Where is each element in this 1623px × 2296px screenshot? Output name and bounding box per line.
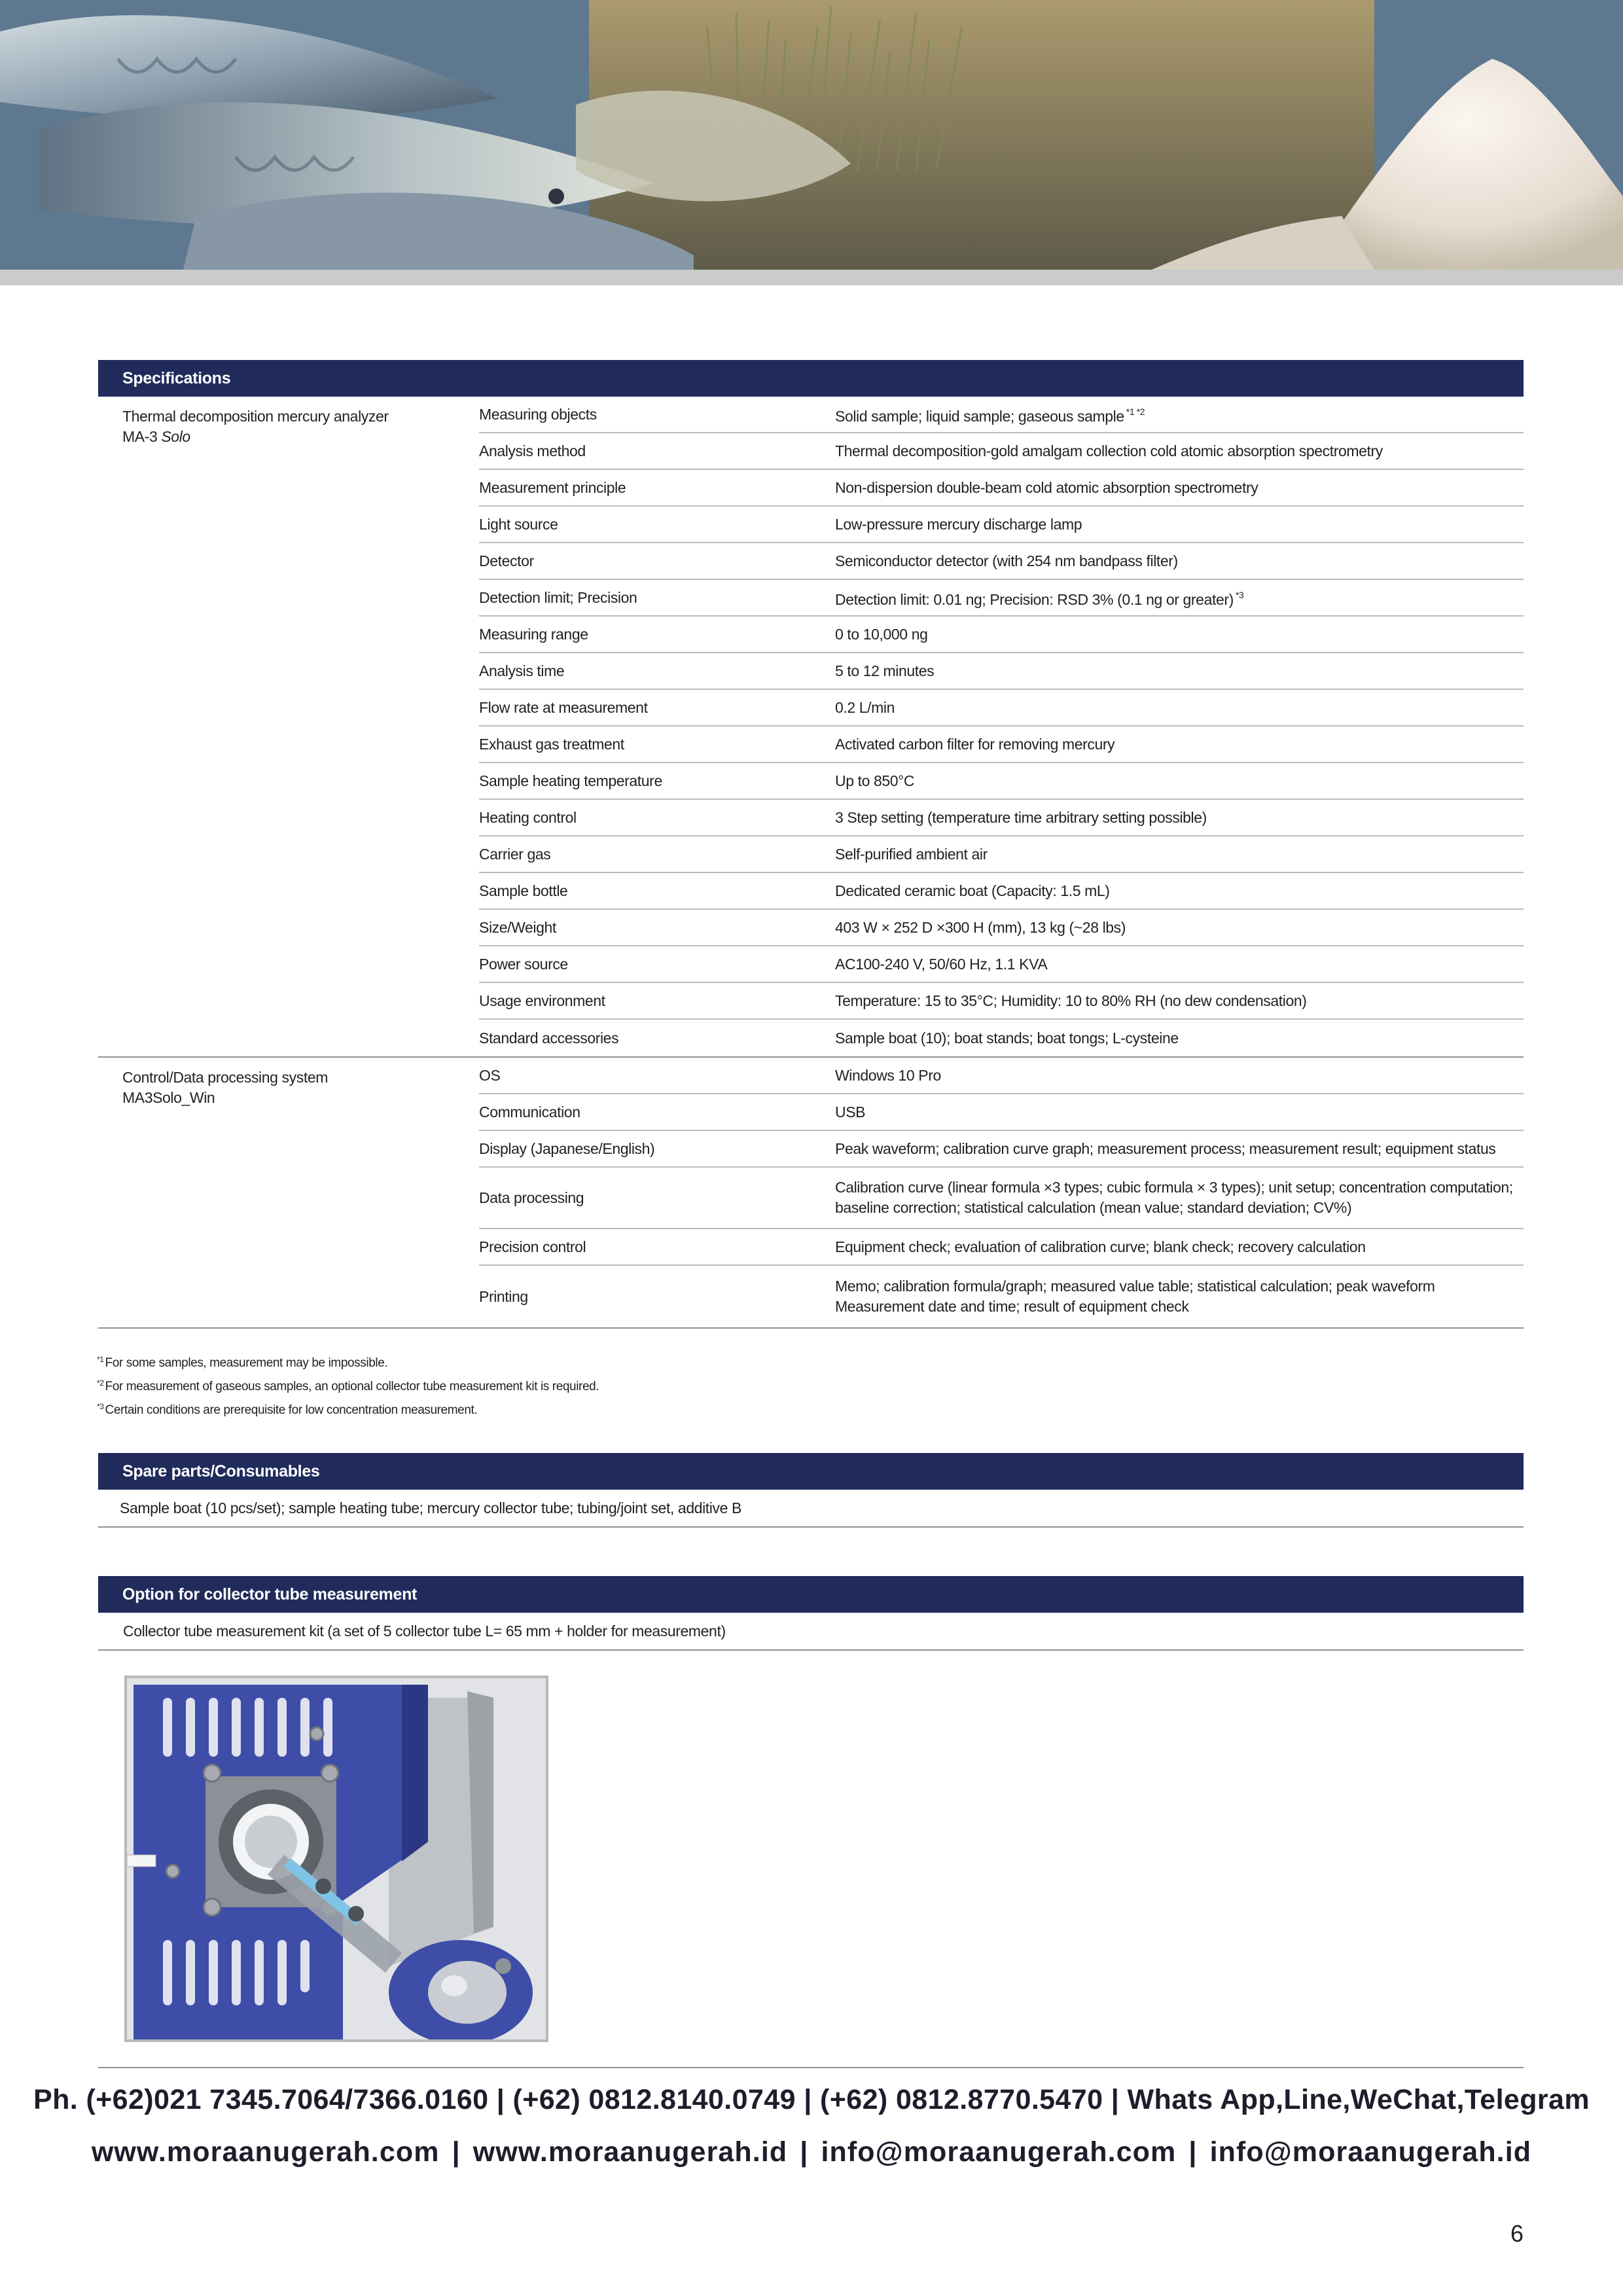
row-value: 0.2 L/min — [835, 698, 895, 716]
row-key: Power source — [479, 955, 568, 973]
footnote-mark: *1 — [97, 1355, 104, 1364]
fish-reed-powder-photo — [0, 0, 1623, 270]
footnote — [97, 1397, 599, 1420]
collector-option-body: Collector tube measurement kit (a set of 5 collector tube L= 65 mm + holder for measurement) — [98, 1613, 1524, 1651]
table-row — [479, 580, 1524, 617]
table-row — [479, 946, 1524, 983]
table-row — [479, 617, 1524, 653]
spare-parts-body: Sample boat (10 pcs/set); sample heating tube; mercury collector tube; tubing/joint set, additive B — [98, 1490, 1524, 1528]
row-value-line2: baseline correction; statistical calculation (mean value; standard deviation; CV%) — [835, 1199, 1352, 1216]
spec-group-software — [98, 1058, 1524, 1329]
row-key: Analysis method — [479, 442, 586, 459]
row-value: USB — [835, 1103, 866, 1121]
row-value: Up to 850°C — [835, 772, 915, 789]
row-value: Peak waveform; calibration curve graph; measurement process; measurement result; equipment status — [835, 1139, 1496, 1157]
row-value: Dedicated ceramic boat (Capacity: 1.5 mL) — [835, 882, 1110, 899]
spec-group-label — [122, 406, 450, 447]
table-row — [479, 653, 1524, 690]
row-key: Data processing — [479, 1189, 584, 1206]
table-row — [479, 1229, 1524, 1266]
row-value: Solid sample; liquid sample; gaseous sample — [835, 408, 1124, 425]
page-number: 6 — [1510, 2220, 1524, 2247]
row-value: Equipment check; evaluation of calibration curve; blank check; recovery calculation — [835, 1238, 1366, 1255]
footnote-mark: *3 — [97, 1402, 104, 1411]
table-row — [479, 470, 1524, 507]
row-key: Carrier gas — [479, 845, 551, 863]
row-value: Windows 10 Pro — [835, 1066, 941, 1084]
row-value: Non-dispersion double-beam cold atomic absorption spectrometry — [835, 478, 1258, 496]
row-value: 5 to 12 minutes — [835, 662, 935, 679]
spec-group-label — [122, 1067, 450, 1108]
row-key: OS — [479, 1066, 501, 1084]
row-key: Measuring range — [479, 625, 588, 643]
row-key: Printing — [479, 1287, 528, 1305]
footnote-ref: *3 — [1235, 590, 1244, 600]
group-label-line1: Thermal decomposition mercury analyzer — [122, 408, 389, 425]
specifications-header: Specifications — [98, 360, 1524, 397]
footnote-text: For measurement of gaseous samples, an optional collector tube measurement kit is required. — [105, 1380, 599, 1393]
row-key: Analysis time — [479, 662, 565, 679]
contact-web-line: www.moraanugerah.com | www.moraanugerah.id | info@moraanugerah.com | info@moraanugerah.id — [91, 2136, 1532, 2168]
table-row — [479, 1020, 1524, 1056]
table-row — [479, 543, 1524, 580]
row-key: Sample bottle — [479, 882, 568, 899]
row-key: Detection limit; Precision — [479, 588, 637, 606]
table-row — [479, 726, 1524, 763]
table-row — [479, 763, 1524, 800]
row-value: Semiconductor detector (with 254 nm bandpass filter) — [835, 552, 1178, 569]
collector-tube-photo — [124, 1676, 548, 2042]
table-row — [479, 507, 1524, 543]
table-row — [479, 1058, 1524, 1094]
footnote-ref: *1 *2 — [1126, 406, 1145, 417]
table-row — [479, 1094, 1524, 1131]
collector-option-header: Option for collector tube measurement — [98, 1576, 1524, 1613]
row-key: Display (Japanese/English) — [479, 1139, 655, 1157]
row-key: Measuring objects — [479, 405, 597, 423]
row-key: Standard accessories — [479, 1029, 619, 1047]
group-label-model: MA3Solo_Win — [122, 1089, 215, 1106]
row-key: Heating control — [479, 808, 577, 826]
row-value: Calibration curve (linear formula ×3 types; cubic formula × 3 types); unit setup; concentration computation; — [835, 1179, 1513, 1196]
footnote-text: For some samples, measurement may be impossible. — [105, 1356, 388, 1370]
row-value: 0 to 10,000 ng — [835, 625, 928, 643]
row-key: Measurement principle — [479, 478, 626, 496]
row-key: Detector — [479, 552, 534, 569]
table-row — [479, 1266, 1524, 1327]
table-row — [479, 433, 1524, 470]
row-key: Precision control — [479, 1238, 586, 1255]
spec-group-analyzer — [98, 397, 1524, 1058]
row-value: 403 W × 252 D ×300 H (mm), 13 kg (~28 lbs) — [835, 918, 1126, 936]
row-value: 3 Step setting (temperature time arbitrary setting possible) — [835, 808, 1207, 826]
group-label-model: MA-3 — [122, 428, 162, 445]
table-row — [479, 910, 1524, 946]
row-value: AC100-240 V, 50/60 Hz, 1.1 KVA — [835, 955, 1048, 973]
row-value: Self-purified ambient air — [835, 845, 988, 863]
group-label-model-italic: Solo — [161, 428, 190, 445]
row-value: Detection limit: 0.01 ng; Precision: RSD 3% (0.1 ng or greater) — [835, 591, 1234, 608]
row-value: Activated carbon filter for removing mercury — [835, 735, 1115, 753]
spare-parts-header: Spare parts/Consumables — [98, 1453, 1524, 1490]
row-key: Sample heating temperature — [479, 772, 662, 789]
row-value: Sample boat (10); boat stands; boat tongs; L-cysteine — [835, 1029, 1179, 1047]
row-value: Thermal decomposition-gold amalgam collection cold atomic absorption spectrometry — [835, 442, 1383, 459]
footer-divider — [98, 2067, 1524, 2068]
table-row — [479, 800, 1524, 836]
contact-phone-line: Ph. (+62)021 7345.7064/7366.0160 | (+62) 0812.8140.0749 | (+62) 0812.8770.5470 | Whats App,Line,WeChat,Telegram — [33, 2084, 1590, 2115]
row-value: Low-pressure mercury discharge lamp — [835, 515, 1082, 533]
row-value: Temperature: 15 to 35°C; Humidity: 10 to 80% RH (no dew condensation) — [835, 992, 1307, 1009]
row-key: Flow rate at measurement — [479, 698, 648, 716]
row-value: Memo; calibration formula/graph; measured value table; statistical calculation; peak waveform — [835, 1278, 1435, 1295]
table-row — [479, 983, 1524, 1020]
row-key: Light source — [479, 515, 558, 533]
table-row — [479, 1168, 1524, 1229]
footnotes — [97, 1350, 599, 1420]
specifications-table — [98, 397, 1524, 1329]
row-key: Exhaust gas treatment — [479, 735, 624, 753]
footnote-text: Certain conditions are prerequisite for low concentration measurement. — [105, 1403, 478, 1417]
table-row — [479, 1131, 1524, 1168]
table-row — [479, 836, 1524, 873]
group-label-line1: Control/Data processing system — [122, 1069, 328, 1086]
collector-tube-holder-illustration — [127, 1678, 546, 2039]
row-key: Usage environment — [479, 992, 605, 1009]
footnote-mark: *2 — [97, 1378, 104, 1388]
table-row — [479, 397, 1524, 433]
table-row — [479, 873, 1524, 910]
row-key: Communication — [479, 1103, 580, 1121]
footnote — [97, 1350, 599, 1373]
header-banner-photo — [0, 0, 1623, 270]
row-key: Size/Weight — [479, 918, 556, 936]
row-value-line2: Measurement date and time; result of equipment check — [835, 1298, 1189, 1315]
table-row — [479, 690, 1524, 726]
footnote — [97, 1373, 599, 1397]
banner-divider-strip — [0, 270, 1623, 285]
